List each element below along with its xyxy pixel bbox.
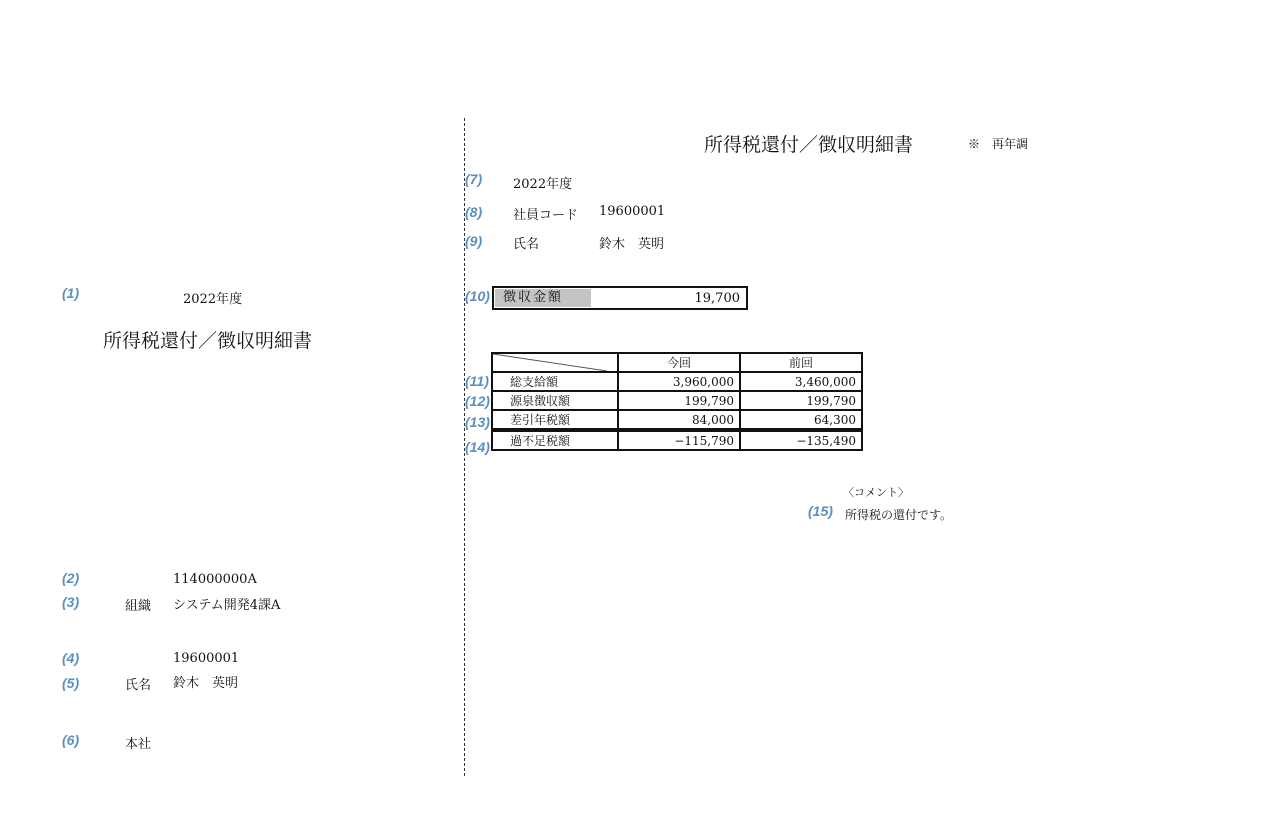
marker-5: (5) xyxy=(62,675,80,691)
comment-label: 〈コメント〉 xyxy=(843,486,909,499)
marker-7: (7) xyxy=(465,171,483,187)
marker-14: (14) xyxy=(465,439,490,455)
employee-name: 鈴木 英明 xyxy=(599,237,665,252)
row-current: −115,790 xyxy=(618,430,740,450)
row-current: 3,960,000 xyxy=(618,372,740,391)
marker-12: (12) xyxy=(465,393,490,409)
table-row xyxy=(492,410,862,430)
row-label: 差引年税額 xyxy=(492,410,618,430)
comparison-table xyxy=(491,352,863,451)
left-org-name: システム開発4課A xyxy=(173,598,281,613)
left-year: 2022年度 xyxy=(183,292,243,307)
table-header-row xyxy=(492,353,862,372)
row-previous: 64,300 xyxy=(740,410,862,430)
row-previous: −135,490 xyxy=(740,430,862,450)
header-current: 今回 xyxy=(618,353,740,372)
reyear-note: ※ 再年調 xyxy=(968,137,1029,151)
collection-amount-value: 19,700 xyxy=(694,291,740,306)
marker-4: (4) xyxy=(62,650,80,666)
comment-text: 所得税の還付です。 xyxy=(845,508,953,522)
left-name: 鈴木 英明 xyxy=(173,676,239,691)
cut-line-divider xyxy=(464,118,465,776)
collection-amount-label: 徴収金額 xyxy=(495,289,591,307)
marker-11: (11) xyxy=(465,373,489,389)
diagonal-header-cell xyxy=(492,353,618,372)
marker-10: (10) xyxy=(465,288,490,304)
row-label: 総支給額 xyxy=(492,372,618,391)
marker-13: (13) xyxy=(465,414,490,430)
employee-code: 19600001 xyxy=(599,204,666,219)
diagonal-line xyxy=(493,354,607,371)
left-employee-code: 19600001 xyxy=(173,651,240,666)
table-row xyxy=(492,430,862,450)
marker-8: (8) xyxy=(465,204,483,220)
name-label: 氏名 xyxy=(513,237,540,252)
marker-2: (2) xyxy=(62,570,80,586)
table-row xyxy=(492,391,862,410)
table-row xyxy=(492,372,862,391)
right-year: 2022年度 xyxy=(513,177,573,192)
row-previous: 3,460,000 xyxy=(740,372,862,391)
row-current: 84,000 xyxy=(618,410,740,430)
marker-15: (15) xyxy=(808,503,833,519)
marker-1: (1) xyxy=(62,285,80,301)
left-org-code: 114000000A xyxy=(173,572,257,587)
left-location: 本社 xyxy=(125,737,152,752)
left-title: 所得税還付／徴収明細書 xyxy=(103,330,313,352)
employee-code-label: 社員コード xyxy=(513,208,579,223)
marker-3: (3) xyxy=(62,594,80,610)
right-title: 所得税還付／徴収明細書 xyxy=(704,134,914,156)
row-label: 過不足税額 xyxy=(492,430,618,450)
marker-9: (9) xyxy=(465,233,483,249)
left-name-label: 氏名 xyxy=(125,678,152,693)
left-org-label: 組織 xyxy=(125,599,152,614)
row-current: 199,790 xyxy=(618,391,740,410)
row-label: 源泉徴収額 xyxy=(492,391,618,410)
marker-6: (6) xyxy=(62,732,80,748)
header-previous: 前回 xyxy=(740,353,862,372)
collection-amount-box xyxy=(492,286,748,310)
row-previous: 199,790 xyxy=(740,391,862,410)
